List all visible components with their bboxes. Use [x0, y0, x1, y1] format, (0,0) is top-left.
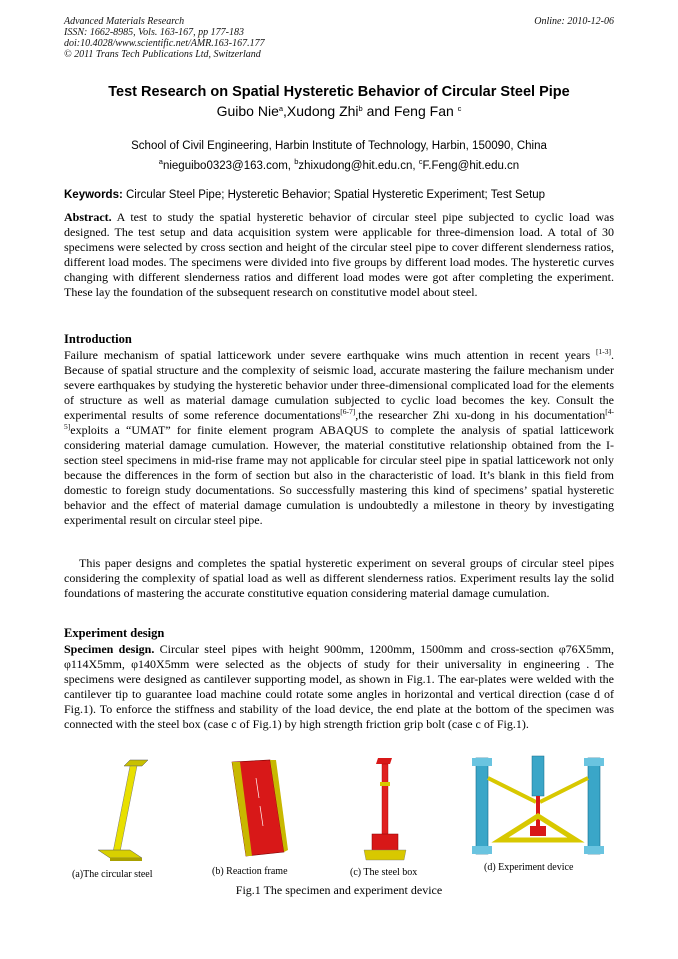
- figure-d-caption: (d) Experiment device: [484, 862, 574, 873]
- design-paragraph: [64, 642, 614, 732]
- figure-c-caption: (c) The steel box: [350, 867, 418, 878]
- figure-caption: Fig.1 The specimen and experiment device: [235, 883, 443, 897]
- intro-text-1: Failure mechanism of spatial latticework under severe earthquake wins much attention in recent years: [64, 348, 596, 362]
- figure-a-circular-steel-pipe: [90, 758, 180, 866]
- email-1[interactable]: nieguibo0323@163.com,: [162, 160, 295, 172]
- journal-copyright: © 2011 Trans Tech Publications Ltd, Switzerland: [64, 49, 261, 60]
- intro-paragraph-1: [64, 348, 614, 528]
- author-1: Guibo Nie: [216, 103, 279, 119]
- email-2[interactable]: zhixudong@hit.edu.cn,: [298, 160, 419, 172]
- design-heading: Experiment design: [64, 626, 165, 640]
- author-2-affil: b: [358, 104, 363, 113]
- intro-text-4: exploits a “UMAT” for finite element program ABAQUS to complete the analysis of spatial latticework considering material damage cumulation. However, the material constitutive relationship obtained from the I-section steel specimens in mid-rise frame may not applicable for circular steel pipe in spatial latticework not only because the differences in the form of section but also in the characteristic of load. It’s blank in this field from domestic to foreign study documentations. So successfully mastering this kind of specimens’ spatial hysteretic behavior and the effect of material damage cumulation is undoubtedly a milestone in theory by investigating experimental result on circular steel pipe.: [64, 423, 614, 527]
- paper-title: Test Research on Spatial Hysteretic Behavior of Circular Steel Pipe: [108, 84, 570, 100]
- author-2: ,Xudong Zhi: [283, 103, 359, 119]
- journal-issn: ISSN: 1662-8985, Vols. 163-167, pp 177-183: [64, 27, 244, 38]
- author-3: and Feng Fan: [362, 103, 458, 119]
- figure-c-steel-box: [360, 756, 410, 864]
- figure-b-caption: (b) Reaction frame: [212, 866, 288, 877]
- journal-name: Advanced Materials Research: [64, 16, 185, 27]
- citation-2: [6-7]: [340, 407, 356, 416]
- keywords: [64, 189, 545, 201]
- abstract: [64, 210, 614, 300]
- design-text: Circular steel pipes with height 900mm, 1200mm, 1500mm and cross-section φ76X5mm, φ114X5mm, φ140X5mm were selected as the objects of study for their universality in engineering . The specimens were designed as cantilever supporting model, as shown in Fig.1. The ear-plates were welded with the cantilever tip to guarantee load machine could rotate some angles in horizontal and vertical direction (case d of Fig.1). To enforce the stiffness and stability of the load device, the end plate at the bottom of the specimen was connected with the steel box (case c of Fig.1) by high strength friction grip bolt (case c of Fig.1).: [64, 642, 614, 731]
- journal-header: [64, 16, 265, 60]
- email-3-marker: c: [418, 157, 423, 166]
- abstract-text: A test to study the spatial hysteretic behavior of circular steel pipe subjected to cyclic load was designed. The test setup and data acquisition system were applicable for three-dimension load. A total of 30 specimens were selected by cross section and height of the circular steel pipe to cover different slenderness ratios, different load modes. The specimens were divided into five groups by different load modes. The hysteretic curves changing with different slenderness ratios and different load modes were got after completing the experiment. These lay the foundation of the subsequent research on constitutive model about steel.: [64, 210, 614, 299]
- journal-doi: doi:10.4028/www.scientific.net/AMR.163-167.177: [64, 38, 265, 49]
- figure-d-experiment-device: [470, 752, 610, 860]
- figure-a-caption: (a)The circular steel: [72, 869, 153, 880]
- author-1-affil: a: [278, 104, 284, 113]
- affiliation: School of Civil Engineering, Harbin Institute of Technology, Harbin, 150090, China: [131, 140, 547, 152]
- email-1-marker: a: [158, 157, 163, 166]
- intro-text-2: . Because of spatial structure and the complexity of seismic load, accurate mastering the failure mechanism under severe earthquakes by studying the hysteretic behavior under three-dimensional complicated load for the elements of structure as well as material damage cumulation subjected to cyclic load becomes the key. Consult the experimental results of some reference documentations: [64, 348, 614, 422]
- keywords-label: Keywords:: [64, 189, 123, 201]
- specimen-design-label: Specimen design.: [64, 642, 155, 656]
- citation-1: [1-3]: [596, 347, 611, 356]
- figure-b-reaction-frame: [222, 758, 292, 864]
- online-date: Online: 2010-12-06: [534, 16, 614, 27]
- author-list: [64, 103, 614, 119]
- intro-paragraph-2: This paper designs and completes the spatial hysteretic experiment on several groups of circular steel pipes considering the complexity of spatial load as well as different slenderness ratios. Experiment results lay the solid foundations of mastering the accurate constitutive equation considering material damage cumulation.: [64, 556, 614, 600]
- keywords-text: Circular Steel Pipe; Hysteretic Behavior; Spatial Hysteretic Experiment; Test Setup: [122, 189, 546, 201]
- abstract-label: Abstract.: [64, 210, 112, 224]
- author-3-affil: c: [457, 104, 462, 113]
- citation-3: [4-5]: [64, 407, 614, 431]
- intro-text-3: ,the researcher Zhi xu-dong in his documentation: [355, 408, 606, 422]
- email-3[interactable]: F.Feng@hit.edu.cn: [422, 160, 520, 172]
- intro-heading: Introduction: [64, 332, 132, 346]
- author-emails: [64, 157, 614, 172]
- email-2-marker: b: [294, 157, 299, 166]
